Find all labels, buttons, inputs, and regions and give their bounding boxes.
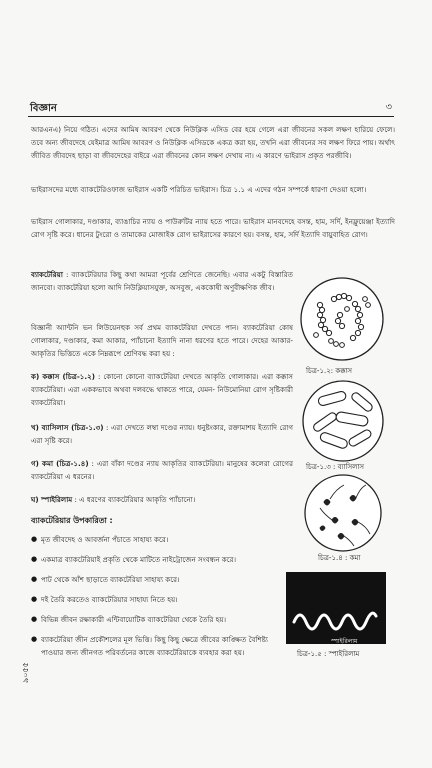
paragraph-comma — [31, 457, 293, 483]
figure-caption-comma: চিত্র-১.৪ : কমা — [318, 554, 361, 562]
comma-text: : এরা বাঁকা দণ্ডের ন্যায় আকৃতির ব্যাকটেরিয়া। মানুষের কলেরা রোগের ব্যাকটেরিয়া এ ধরনের। — [31, 459, 293, 482]
paragraph-bacteriophage: ভাইরাসদের মধ্যে ব্যাকটেরিওফাজ ভাইরাস একটি পরিচিত ভাইরাস। চিত্র ১.১ এ এদের গঠন সম্পর্কে ধারণা দেওয়া হলো। — [31, 185, 367, 194]
spirillum-figure — [286, 572, 386, 644]
header-rule — [28, 116, 394, 117]
spirillum-inner-label: স্পাইরিলাম — [331, 638, 358, 645]
list-item: ● বিভিন্ন জীবন রক্ষাকারী এন্টিবায়োটিক ব্যাকটেরিয়া থেকে তৈরি হয়। — [31, 613, 289, 626]
list-item: ● দই তৈরি করতেও ব্যাকটেরিয়ার সাহায্য নিতে হয়। — [31, 593, 289, 606]
header-page-number: ৩ — [385, 102, 392, 113]
list-item: ● পাট থেকে আঁশ ছাড়াতে ব্যাকটেরিয়া সাহায্য করে। — [31, 573, 289, 586]
benefits-list — [31, 533, 289, 666]
paragraph-bacteria-intro — [31, 268, 293, 294]
bacillus-label: খ) ব্যাসিলাস (চিত্র-১.৩) — [31, 423, 104, 432]
side-page-code: ৯০৫৫ — [21, 662, 30, 683]
paragraph-bacillus — [31, 421, 293, 447]
paragraph-spirillum — [31, 493, 293, 506]
bacillus-text: : এরা দেখতে লম্বা দণ্ডের ন্যায়। ধনুষ্টংকার, রক্তামাশয় ইত্যাদি রোগ এরা সৃষ্টি করে। — [31, 423, 293, 446]
comma-label: গ) কমা (চিত্র-১.৪) — [31, 459, 89, 468]
coccus-label: ক) কক্কাস (চিত্র-১.২) — [31, 372, 95, 381]
comma-figure — [302, 472, 384, 554]
paragraph-virus-shapes: ভাইরাস গোলাকার, দণ্ডাকার, ব্যাঙাচির ন্যায় ও পাউরুটির ন্যায় হতে পারে। ভাইরাস মানবদেহে বসন্ত, হাম, সর্দি, ইনফ্লুয়েঞ্জা ইত্যাদি রোগ সৃষ্টি করে। ধানের টুংরো ও তামাকের মোজাইক রোগ ভাইরাসের কারণে হয়। বসন্ত, হাম, সর্দি ইত্যাদি বায়ুবাহিত রোগ। — [31, 217, 395, 240]
paragraph-coccus — [31, 370, 293, 410]
figure-caption-spirillum: চিত্র-১.৫ : স্পাইরিলাম — [297, 650, 360, 658]
list-item: ● মৃত জীবদেহ ও আবর্জনা পঁচাতে সাহায্য করে। — [31, 533, 289, 546]
figure-caption-bacillus: চিত্র-১.৩ : ব্যাসিলাস — [306, 463, 365, 471]
bacteria-heading: ব্যাকটেরিয়া — [31, 270, 63, 279]
paragraph-virus-nature: আরএনএ) নিয়ে গঠিত। এদের আমিষ আবরণ থেকে নিউক্লিক এসিড বের হয়ে গেলে এরা জীবনের সকল লক্ষণ হারিয়ে ফেলে। তবে অন্য জীবদেহে যেইমাত্র আমিষ আবরণ ও নিউক্লিক এসিডকে একত্র করা হয়, তখনি এরা জীবনের সব লক্ষণ ফিরে পায়। অর্থাৎ জীবিত জীবদেহ ছাড়া বা জীবদেহের বাইরে এরা জীবনের কোন লক্ষণ দেখায় না। এ কারণে ভাইরাস প্রকৃত পরজীবি। — [31, 125, 395, 161]
list-item: ● একমাত্র ব্যাকটেরিয়াই প্রকৃতি থেকে মাটিতে নাইট্রোজেন সংবন্ধন করে। — [31, 553, 289, 566]
coccus-text: : কোনো কোনো ব্যাকটেরিয়া দেখতে আকৃতি গোলাকার। এরা কক্কাস ব্যাকটেরিয়া। এরা এককভাবে অথবা দলবদ্ধে থাকতে পারে, যেমন- নিউমোনিয়া রোগ সৃষ্টিকারী ব্যাকটেরিয়া। — [31, 372, 293, 408]
figure-caption-coccus: চিত্র-১.২: কক্কাস — [306, 367, 353, 375]
coccus-figure — [298, 275, 386, 363]
spirillum-text: : এ ধরণের ব্যাকটেরিয়ার আকৃতি প্যাঁচানো। — [74, 495, 196, 504]
spirillum-label: ঘ) স্পাইরিলাম — [31, 495, 73, 504]
paragraph-leeuwenhoek: বিজ্ঞানী অ্যান্টনি ভন লিউয়েনহুক সর্ব প্রথম ব্যাকটেরিয়া দেখতে পান। ব্যাকটেরিয়া কোষ গোলাকার, দণ্ডাকার, কমা আকার, প্যাঁচানো ইত্যাদি নানা ধরণের হতে পারে। দেহের আকার-আকৃতির ভিত্তিতে একে নিম্নরূপে শ্রেণিবদ্ধ করা হয় : — [31, 323, 293, 359]
bacteria-intro-text: : ব্যাকটেরিয়ার কিছু কথা আমরা পূর্বের শ্রেণিতে জেনেছি। এবার একটু বিস্তারিত জানবো। ব্যাকটেরিয়া হলো আদি নিউক্লিয়াসযুক্ত, অসবুজ, এককোষী অণুবীক্ষণিক জীব। — [31, 270, 293, 293]
list-item: ● ব্যাকটেরিয়া জীন প্রকৌশলের মূল ভিত্তি। কিছু কিছু ক্ষেত্রে জীবের কাঙ্ক্ষিত বৈশিষ্ট্য পাওয়ার জন্য জীনগত পরিবর্তনের কাজে ব্যাকটেরিয়াকে ব্যবহার করা হয়। — [31, 633, 289, 659]
benefits-heading: ব্যাকটেরিয়ার উপকারিতা : — [31, 516, 113, 525]
bacillus-figure — [300, 378, 386, 464]
header-subject: বিজ্ঞান — [30, 103, 57, 114]
